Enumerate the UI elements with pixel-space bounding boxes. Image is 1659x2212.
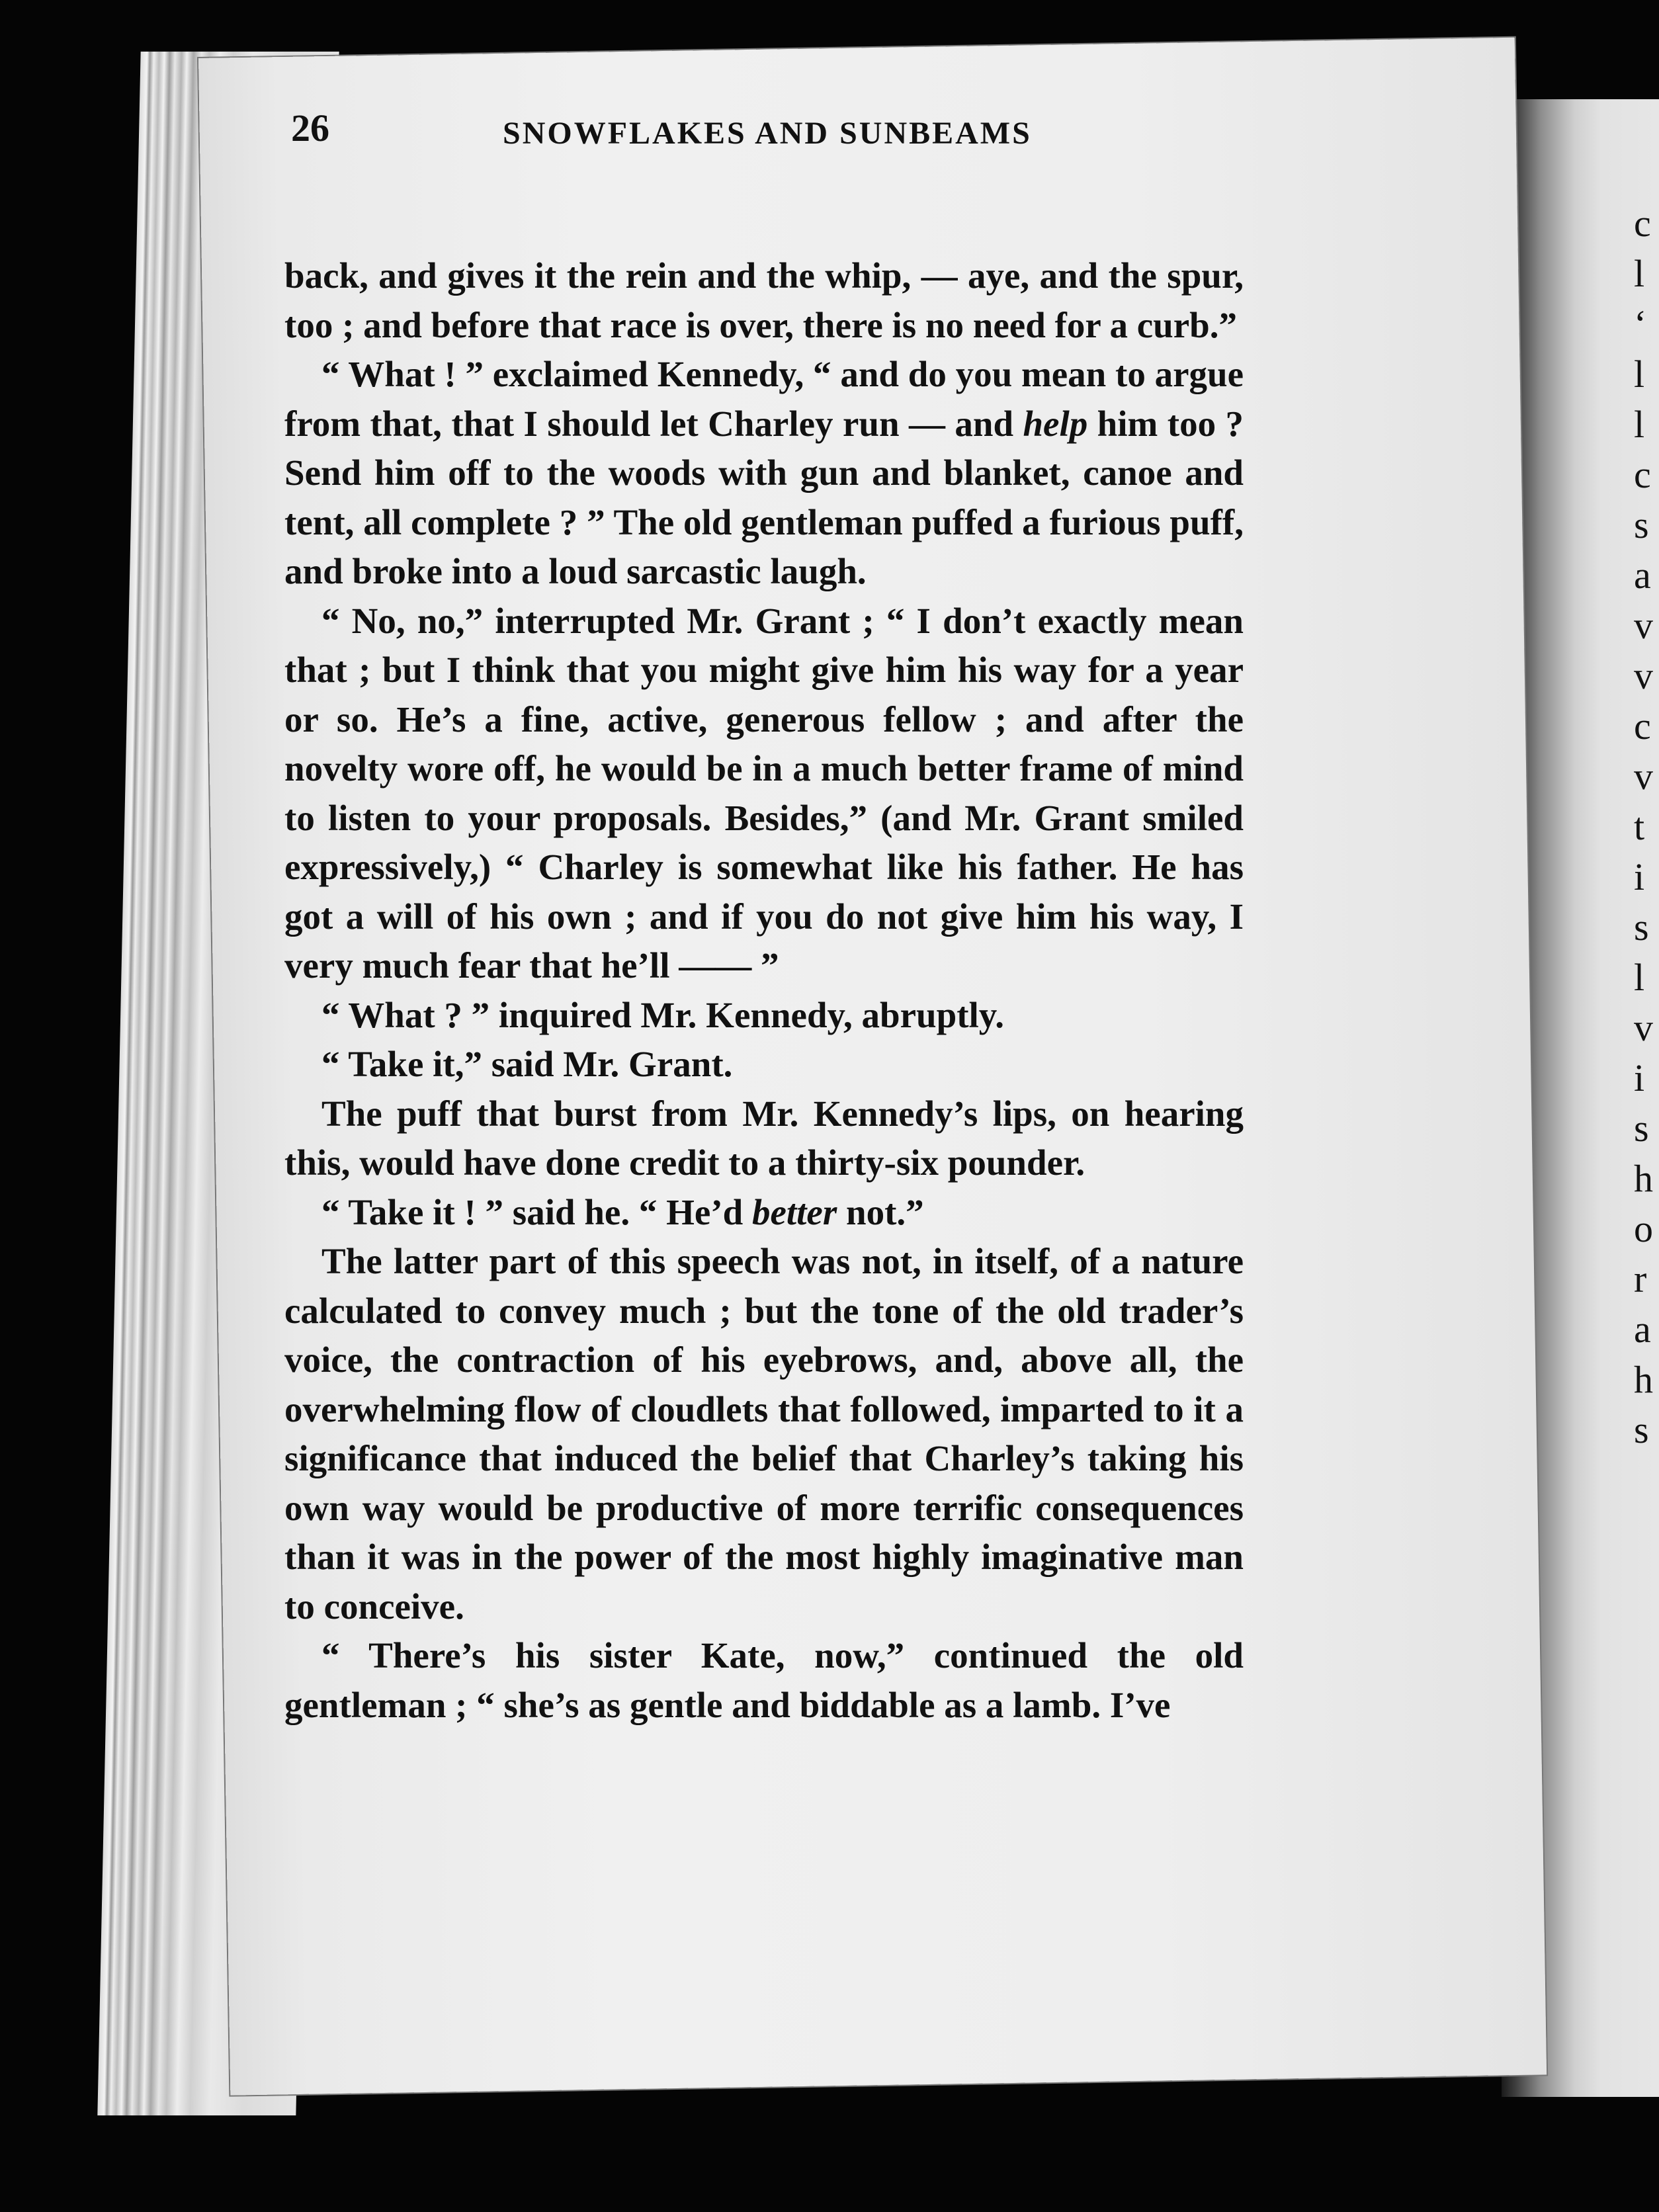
facing-page-letter: l <box>1634 252 1645 295</box>
paragraph: “ There’s his sister Kate, now,” continued the old gentleman ; “ she’s as gentle and biddable as a lamb. I’ve <box>284 1635 1244 1725</box>
emphasis: help <box>1023 403 1088 444</box>
facing-page-letter: s <box>1634 1408 1649 1451</box>
facing-page-letter: v <box>1634 755 1653 798</box>
facing-page-letter: ‘ <box>1634 302 1647 345</box>
running-head: SNOWFLAKES AND SUNBEAMS <box>503 116 1032 151</box>
facing-page-letter: l <box>1634 956 1645 999</box>
paragraph: “ Take it,” said Mr. Grant. <box>321 1044 733 1084</box>
paragraph: The puff that burst from Mr. Kennedy’s lips, on hearing this, would have done credit to a thirty-six pounder. <box>284 1093 1244 1183</box>
paragraph: “ What ? ” inquired Mr. Kennedy, abruptly. <box>321 994 1005 1035</box>
facing-page-letter: c <box>1634 453 1651 496</box>
paragraph: “ Take it ! ” said he. “ He’d better not.” <box>321 1191 924 1232</box>
facing-page-letter: i <box>1634 855 1645 898</box>
facing-page-letter: l <box>1634 403 1645 446</box>
facing-page-letter: r <box>1634 1257 1647 1300</box>
page-number: 26 <box>291 106 329 149</box>
facing-page-letter: v <box>1634 604 1653 647</box>
facing-page-letter: h <box>1634 1358 1653 1401</box>
facing-page-letter: l <box>1634 353 1645 396</box>
facing-page-letter: h <box>1634 1157 1653 1200</box>
paragraph: “ No, no,” interrupted Mr. Grant ; “ I don’t exactly mean that ; but I think that you might give him his way for a year or so. He’s a fine, active, generous fellow ; and after the novelty wore off, he would be in a much better frame of mind to listen to your proposals. Besides,” (and Mr. Grant smiled expressively,) “ Charley is somewhat like his father. He has got a will of his own ; and if you do not give him his way, I very much fear that he’ll —— ” <box>284 600 1244 986</box>
facing-page-letter: v <box>1634 1006 1653 1049</box>
facing-page-letter: s <box>1634 503 1649 546</box>
facing-page-letter: v <box>1634 654 1653 697</box>
paragraph: “ What ! ” exclaimed Kennedy, “ and do you mean to argue from that, that I should let Charley run — and help him too ? Send him off to the woods with gun and blanket, canoe and tent, all complete ? ” The old gentleman puffed a furious puff, and broke into a loud sarcastic laugh. <box>284 354 1244 591</box>
emphasis: better <box>751 1191 837 1232</box>
facing-page-letters <box>1634 198 1653 1455</box>
paragraph: The latter part of this speech was not, in itself, of a nature calculated to convey much ; but the tone of the old trader’s voice, the contraction of his eyebrows, and, above all, the overwhelming flow of cloudlets that followed, imparted to it a significance that induced the belief that Charley’s taking his own way would be productive of more terrific consequences than it was in the power of the most highly imaginative man to conceive. <box>284 1241 1244 1627</box>
facing-page-letter: t <box>1634 805 1645 848</box>
facing-page-letter: a <box>1634 1308 1651 1351</box>
facing-page-letter: a <box>1634 554 1651 597</box>
page-body <box>284 251 1244 1730</box>
facing-page-letter: c <box>1634 704 1651 747</box>
facing-page-letter: s <box>1634 906 1649 949</box>
facing-page-letter: o <box>1634 1207 1653 1250</box>
facing-page-letter: i <box>1634 1056 1645 1099</box>
facing-page-letter: s <box>1634 1107 1649 1150</box>
paragraph: back, and gives it the rein and the whip, — aye, and the spur, too ; and before that race is over, there is no need for a curb.” <box>284 255 1244 345</box>
facing-page-letter: c <box>1634 202 1651 245</box>
